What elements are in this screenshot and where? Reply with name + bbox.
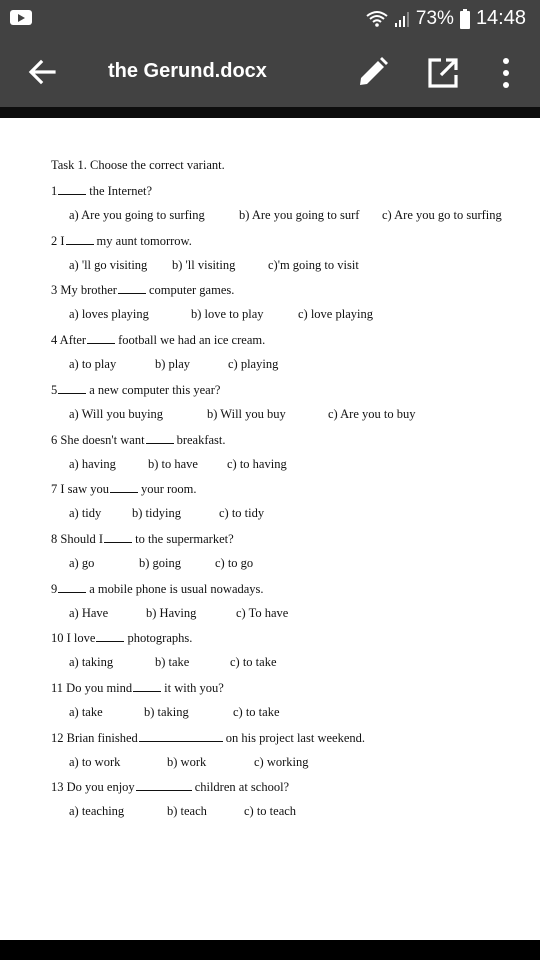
answer-blank [66, 233, 94, 245]
answer-blank [104, 531, 132, 543]
question-text: 6 She doesn't want [51, 432, 145, 447]
answer-blank [87, 332, 115, 344]
document-content [0, 118, 540, 940]
question-text: photographs. [127, 631, 193, 646]
question-13-option-a: a) teaching [69, 804, 125, 819]
question-1-option-a: a) Are you going to surfing [69, 208, 205, 222]
question-text: football we had an ice cream. [118, 333, 266, 348]
question-text: 8 Should I [51, 531, 104, 546]
question-5-option-b: b) Will you buy [207, 406, 286, 421]
question-text: 12 Brian finished [51, 730, 138, 745]
question-13 [51, 779, 289, 795]
question-8-option-a: a) go [69, 555, 95, 570]
question-text: children at school? [194, 780, 290, 795]
document-title: the Gerund.docx [108, 60, 267, 82]
youtube-notification-icon [10, 10, 32, 25]
question-text: a new computer this year? [89, 382, 221, 397]
question-2 [51, 233, 192, 249]
question-7-option-c: c) to tidy [219, 506, 265, 521]
question-3-option-a: a) loves playing [69, 307, 149, 322]
signal-icon [394, 10, 410, 28]
answer-blank [139, 730, 223, 742]
answer-blank [146, 432, 174, 444]
question-8-option-b: b) going [139, 555, 182, 570]
question-text: 1 [51, 184, 58, 198]
question-10-option-b: b) take [155, 655, 190, 670]
bottom-bar [0, 940, 540, 960]
question-3 [51, 282, 234, 298]
question-11 [51, 680, 224, 696]
question-12 [51, 730, 365, 746]
status-bar [0, 0, 540, 36]
question-text: 3 My brother [51, 283, 117, 298]
battery-icon [460, 9, 470, 29]
question-9 [51, 581, 264, 597]
question-6 [51, 432, 226, 448]
question-4-option-a: a) to play [69, 357, 117, 372]
question-5-option-c: c) Are you to buy [328, 406, 416, 421]
question-7-option-a: a) tidy [69, 506, 102, 521]
question-2-option-c: c)'m going to visit [268, 257, 359, 272]
question-4 [51, 332, 265, 348]
question-9-option-a: a) Have [69, 605, 109, 620]
question-11-option-a: a) take [69, 705, 103, 719]
question-1 [51, 183, 152, 199]
document-page[interactable] [0, 118, 540, 940]
question-6-option-b: b) to have [148, 456, 198, 471]
question-6-option-a: a) having [69, 456, 116, 471]
question-12-option-a: a) to work [69, 754, 121, 769]
question-4-option-c: c) playing [228, 357, 279, 372]
header-divider [0, 107, 540, 118]
question-11-option-c: c) to take [233, 705, 280, 719]
question-5 [51, 382, 220, 398]
question-1-option-b: b) Are you going to surf [239, 208, 360, 222]
question-11-option-b: b) taking [144, 705, 189, 719]
question-8-option-c: c) to go [215, 555, 254, 570]
question-12-option-c: c) working [254, 754, 309, 769]
question-3-option-c: c) love playing [298, 307, 373, 322]
question-4-option-b: b) play [155, 357, 191, 372]
question-text: 2 I [51, 233, 65, 248]
question-5-option-a: a) Will you buying [69, 406, 164, 421]
question-6-option-c: c) to having [227, 456, 287, 471]
question-8 [51, 531, 234, 547]
battery-percent: 73% [415, 7, 454, 29]
question-10-option-a: a) taking [69, 655, 114, 670]
question-10-option-c: c) to take [230, 655, 277, 670]
question-13-option-b: b) teach [167, 804, 207, 819]
question-text: 13 Do you enjoy [51, 780, 135, 795]
question-text: on his project last weekend. [225, 730, 365, 745]
answer-blank [58, 183, 86, 195]
question-9-option-c: c) To have [236, 605, 289, 620]
answer-blank [110, 481, 138, 493]
question-text: the Internet? [89, 184, 153, 198]
question-2-option-b: b) 'll visiting [172, 257, 236, 272]
question-13-option-c: c) to teach [244, 804, 297, 819]
question-text: 7 I saw you [51, 482, 109, 497]
question-text: 11 Do you mind [51, 681, 133, 695]
back-arrow-icon[interactable] [26, 57, 58, 87]
answer-blank [58, 382, 86, 394]
answer-blank [58, 581, 86, 593]
question-7 [51, 481, 197, 497]
task-title: Task 1. Choose the correct variant. [51, 158, 225, 172]
answer-blank [118, 282, 146, 294]
answer-blank [96, 630, 124, 642]
question-text: computer games. [148, 283, 235, 298]
question-text: 4 After [51, 333, 87, 348]
question-9-option-b: b) Having [146, 605, 197, 620]
open-in-new-icon[interactable] [426, 56, 460, 90]
question-text: breakfast. [176, 432, 226, 447]
question-text: 9 [51, 581, 58, 596]
question-text: to the supermarket? [135, 531, 234, 546]
clock: 14:48 [475, 7, 526, 29]
question-10 [51, 630, 192, 646]
wifi-icon [366, 10, 388, 28]
answer-blank [133, 680, 161, 692]
question-3-option-b: b) love to play [191, 307, 264, 322]
question-text: 10 I love [51, 631, 96, 646]
more-vertical-icon[interactable] [496, 56, 516, 90]
question-7-option-b: b) tidying [132, 506, 181, 521]
question-2-option-a: a) 'll go visiting [69, 257, 148, 272]
app-bar [0, 36, 540, 107]
status-right [366, 7, 526, 30]
question-1-option-c: c) Are you go to surfing [382, 208, 502, 222]
question-text: it with you? [164, 681, 224, 695]
answer-blank [136, 779, 192, 791]
question-12-option-b: b) work [167, 754, 207, 769]
question-text: my aunt tomorrow. [96, 233, 192, 248]
question-text: a mobile phone is usual nowadays. [89, 581, 264, 596]
edit-pencil-icon[interactable] [356, 55, 390, 89]
question-text: your room. [140, 482, 197, 497]
question-text: 5 [51, 382, 58, 397]
